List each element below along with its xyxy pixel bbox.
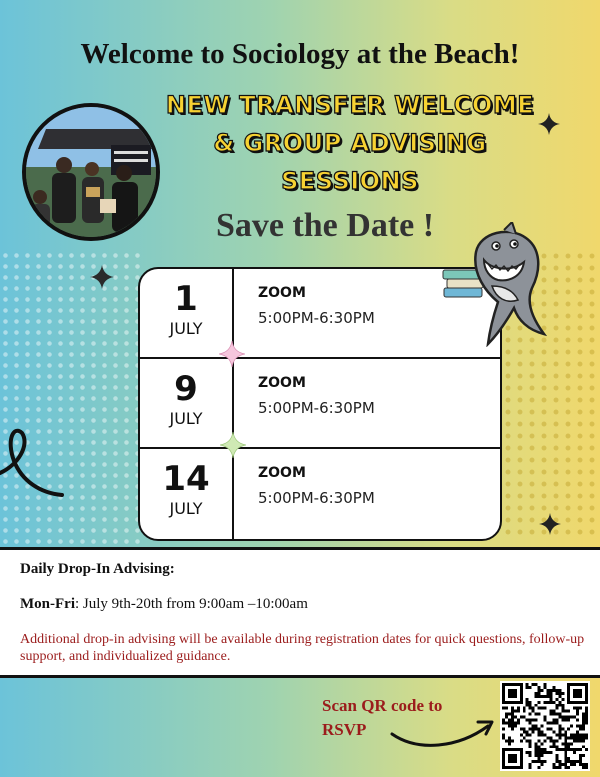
drop-in-title: Daily Drop-In Advising:	[20, 561, 175, 577]
save-the-date-heading: Save the Date !	[215, 207, 435, 244]
sparkle-icon	[219, 341, 245, 367]
session-platform: ZOOM	[258, 285, 306, 301]
session-time: 5:00PM-6:30PM	[258, 489, 375, 507]
qr-code[interactable]	[500, 681, 590, 771]
sparkle-icon	[220, 432, 246, 458]
rsvp-line-1: Scan QR code to	[322, 696, 443, 715]
session-day: 14	[162, 459, 210, 499]
drop-in-hours	[20, 596, 308, 613]
session-row	[140, 447, 500, 539]
drop-in-days-detail: : July 9th-20th from 9:00am –10:00am	[74, 596, 308, 612]
session-month: JULY	[169, 499, 203, 518]
session-platform: ZOOM	[258, 375, 306, 391]
shark-mascot-icon	[462, 222, 550, 347]
session-platform: ZOOM	[258, 465, 306, 481]
session-time: 5:00PM-6:30PM	[258, 399, 375, 417]
drop-in-advising-panel	[0, 547, 600, 678]
session-info	[258, 375, 375, 417]
headline	[120, 86, 580, 200]
squiggle-decoration	[0, 425, 70, 500]
drop-in-days-label: Mon-Fri	[20, 596, 75, 612]
headline-line-2: & GROUP ADVISING	[213, 129, 487, 157]
session-info	[258, 465, 375, 507]
sparkle-icon	[538, 113, 560, 135]
rsvp-line-2: RSVP	[322, 720, 367, 739]
session-day: 1	[174, 279, 198, 319]
session-day: 9	[174, 369, 198, 409]
qr-code-graphic	[502, 683, 588, 769]
event-photo-illustration	[26, 107, 156, 237]
session-time: 5:00PM-6:30PM	[258, 309, 375, 327]
headline-line-3: SESSIONS	[281, 167, 419, 195]
session-date	[140, 449, 234, 539]
sparkle-icon	[539, 513, 561, 535]
sparkle-icon	[90, 265, 114, 289]
dot-pattern-left	[0, 250, 140, 550]
session-info	[258, 285, 375, 327]
session-month: JULY	[169, 319, 203, 338]
page-title: Welcome to Sociology at the Beach!	[80, 38, 520, 70]
session-schedule	[138, 267, 502, 541]
curved-arrow-icon	[388, 712, 500, 750]
session-month: JULY	[169, 409, 203, 428]
event-photo	[22, 103, 160, 241]
session-row	[140, 357, 500, 449]
headline-line-1: NEW TRANSFER WELCOME	[165, 91, 535, 119]
drop-in-note: Additional drop-in advising will be available during registration dates for quick questions, follow-up support, and individualized guidance.	[20, 632, 585, 664]
